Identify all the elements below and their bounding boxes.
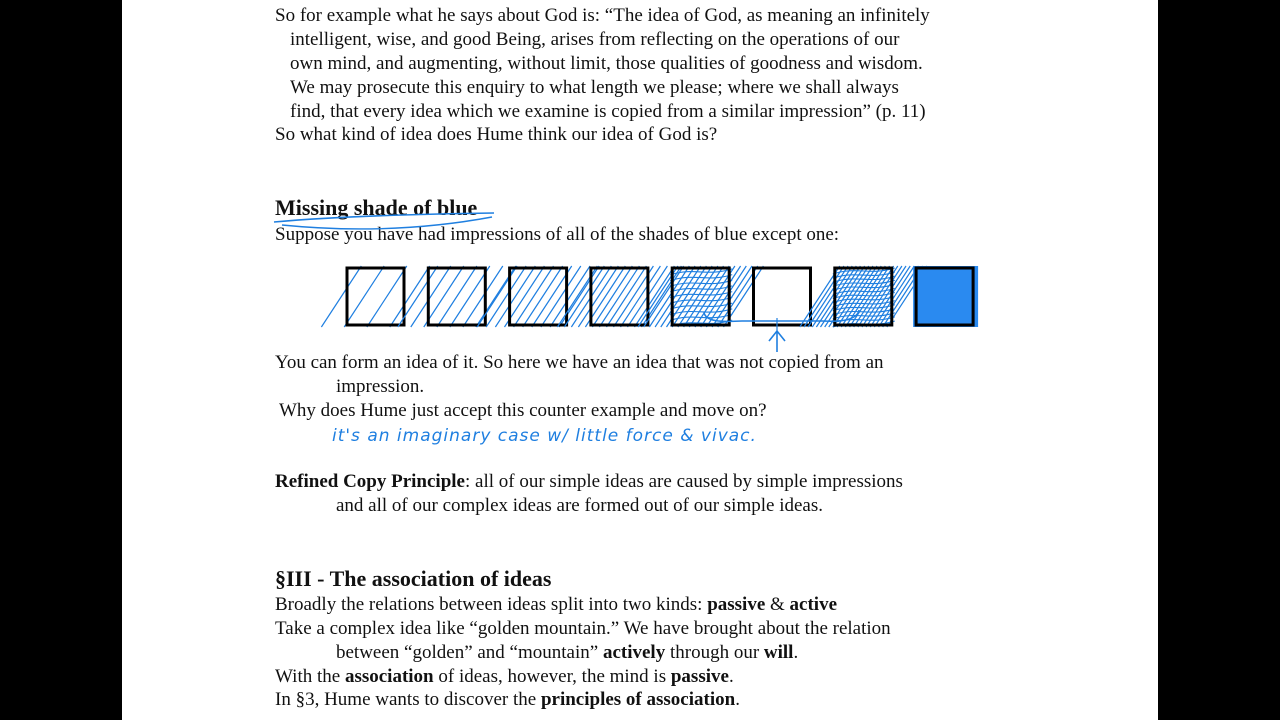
swatch-row [321,266,978,327]
assoc-association: association [344,666,434,687]
handwritten-answer: it's an imaginary case w/ little force & vivac. [332,426,757,446]
assoc-line4-mid: of ideas, however, the mind is [433,666,671,687]
assoc-active: active [789,594,838,615]
swatch-border [347,268,404,325]
swatch-fill [913,266,978,327]
heading-underline-ink [274,213,494,222]
shade-swatch-4 [557,266,681,327]
missing-shade-intro: Suppose you have had impressions of all of the shades of blue except one: [275,224,840,245]
refined-label: Refined Copy Principle [275,471,465,492]
assoc-actively: actively [602,642,666,663]
form-idea-line-1: You can form an idea of it. So here we have an idea that was not copied from an [275,352,884,373]
shade-swatch-7 [800,266,927,327]
shade-swatch-5 [638,266,763,327]
assoc-amp: & [765,594,790,615]
assoc-passive: passive [707,594,766,615]
shade-swatch-1 [321,266,429,327]
assoc-line3-mid: through our [665,642,764,663]
question-god: So what kind of idea does Hume think our idea of God is? [275,124,718,145]
association-line-5 [275,688,740,712]
swatch-hatching [557,266,681,327]
swatch-hatching [321,266,429,327]
shade-swatch-2 [398,266,516,327]
assoc-passive-2: passive [670,666,729,687]
refined-text-1: : all of our simple ideas are caused by simple impressions [465,471,903,492]
arrow-ink [769,331,785,352]
assoc-line3-pre: between “golden” and “mountain” [336,642,603,663]
swatch-hatching [398,266,516,327]
assoc-principles: principles of association [540,689,736,710]
refined-principle-line-2: and all of our complex ideas are formed out of our simple ideas. [336,495,823,516]
assoc-line4-end: . [728,666,734,687]
quote-line-5: find, that every idea which we examine is copied from a similar impression” (p. 11) [290,101,926,122]
assoc-line4-pre: With the [275,666,345,687]
assoc-line5-end: . [735,689,740,710]
swatch-border [754,268,811,325]
refined-principle-line-1 [275,470,903,494]
hume-question: Why does Hume just accept this counter example and move on? [279,400,767,421]
assoc-will: will [763,642,794,663]
heading-missing-shade: Missing shade of blue [275,195,478,220]
assoc-line5-pre: In §3, Hume wants to discover the [275,689,541,710]
quote-line-4: We may prosecute this enquiry to what length we please; where we shall always [290,77,899,98]
shade-swatch-8 [913,266,978,327]
assoc-line3-end: . [793,642,799,663]
document-page [122,0,1158,720]
association-line-4 [275,665,734,689]
association-line-1 [275,593,837,617]
heading-association: §III - The association of ideas [275,566,552,591]
assoc-line1-pre: Broadly the relations between ideas split into two kinds: [275,594,708,615]
quote-line-3: own mind, and augmenting, without limit, those qualities of goodness and wisdom. [290,53,923,74]
quote-line-2: intelligent, wise, and good Being, arises from reflecting on the operations of our [290,29,900,50]
association-line-3 [336,641,798,665]
missing-shade-swatch [754,268,811,325]
form-idea-line-2: impression. [336,376,425,397]
quote-line-1: So for example what he says about God is: “The idea of God, as meaning an infinitely [275,5,930,26]
association-line-2: Take a complex idea like “golden mountain.” We have brought about the relation [275,618,891,639]
